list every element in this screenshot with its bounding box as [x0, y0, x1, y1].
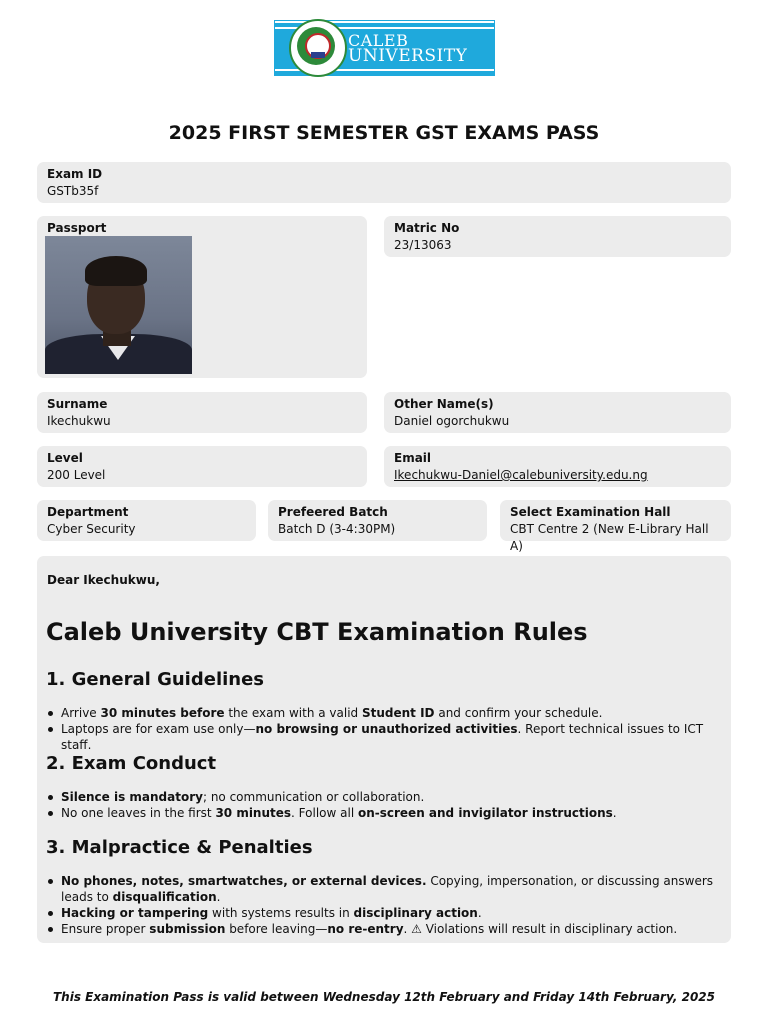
department-card [37, 500, 256, 541]
rules-list [46, 789, 721, 821]
greeting: Dear Ikechukwu, [47, 573, 160, 587]
exam-id-label: Exam ID [47, 167, 103, 181]
hall-label: Select Examination Hall [510, 505, 671, 519]
batch-label: Prefeered Batch [278, 505, 388, 519]
email-label: Email [394, 451, 432, 465]
other-names-label: Other Name(s) [394, 397, 494, 411]
validity-footer: This Examination Pass is valid between Wednesday 12th February and Friday 14th February, 2025 [52, 990, 715, 1004]
rule-item: Arrive 30 minutes before the exam with a valid Student ID and confirm your schedule. [61, 705, 721, 721]
rule-item: No phones, notes, smartwatches, or external devices. Copying, impersonation, or discussing answers leads to disqualification. [61, 873, 721, 905]
exam-id-value: GSTb35f [47, 184, 99, 198]
matric-card [384, 216, 731, 257]
hall-card [500, 500, 731, 553]
exam-id-card [37, 162, 731, 203]
rules-list [46, 705, 721, 753]
matric-label: Matric No [394, 221, 460, 235]
section-heading: 3. Malpractice & Penalties [46, 837, 313, 858]
department-value: Cyber Security [47, 522, 136, 536]
other-names-value: Daniel ogorchukwu [394, 414, 510, 428]
department-label: Department [47, 505, 129, 519]
page-title: 2025 FIRST SEMESTER GST EXAMS PASS [168, 122, 600, 144]
rule-item: Ensure proper submission before leaving—no re-entry. ⚠ Violations will result in disciplinary action. [61, 921, 721, 937]
batch-value: Batch D (3-4:30PM) [278, 522, 396, 536]
rules-panel [37, 556, 731, 943]
logo-text-line1: CALEB [348, 31, 409, 50]
rule-item: Laptops are for exam use only—no browsing or unauthorized activities. Report technical issues to ICT staff. [61, 721, 721, 753]
rule-item: No one leaves in the first 30 minutes. Follow all on-screen and invigilator instructions. [61, 805, 721, 821]
surname-label: Surname [47, 397, 108, 411]
surname-card [37, 392, 367, 433]
logo-text-line2: UNIVERSITY [348, 46, 468, 66]
rules-list [46, 873, 721, 937]
passport-label: Passport [47, 221, 107, 235]
level-value: 200 Level [47, 468, 106, 482]
level-card [37, 446, 367, 487]
rules-heading: Caleb University CBT Examination Rules [46, 618, 588, 646]
level-label: Level [47, 451, 83, 465]
section-heading: 1. General Guidelines [46, 669, 265, 690]
hall-value: CBT Centre 2 (New E-Library Hall A) [510, 522, 709, 553]
passport-photo [45, 236, 192, 374]
university-logo [275, 21, 494, 75]
university-seal-icon [289, 19, 347, 77]
other-names-card [384, 392, 731, 433]
batch-card [268, 500, 487, 541]
matric-value: 23/13063 [394, 238, 452, 252]
email-card [384, 446, 731, 487]
section-heading: 2. Exam Conduct [46, 753, 217, 774]
email-link[interactable]: Ikechukwu-Daniel@calebuniversity.edu.ng [394, 468, 648, 482]
rule-item: Silence is mandatory; no communication or collaboration. [61, 789, 721, 805]
surname-value: Ikechukwu [47, 414, 111, 428]
rule-item: Hacking or tampering with systems results in disciplinary action. [61, 905, 721, 921]
